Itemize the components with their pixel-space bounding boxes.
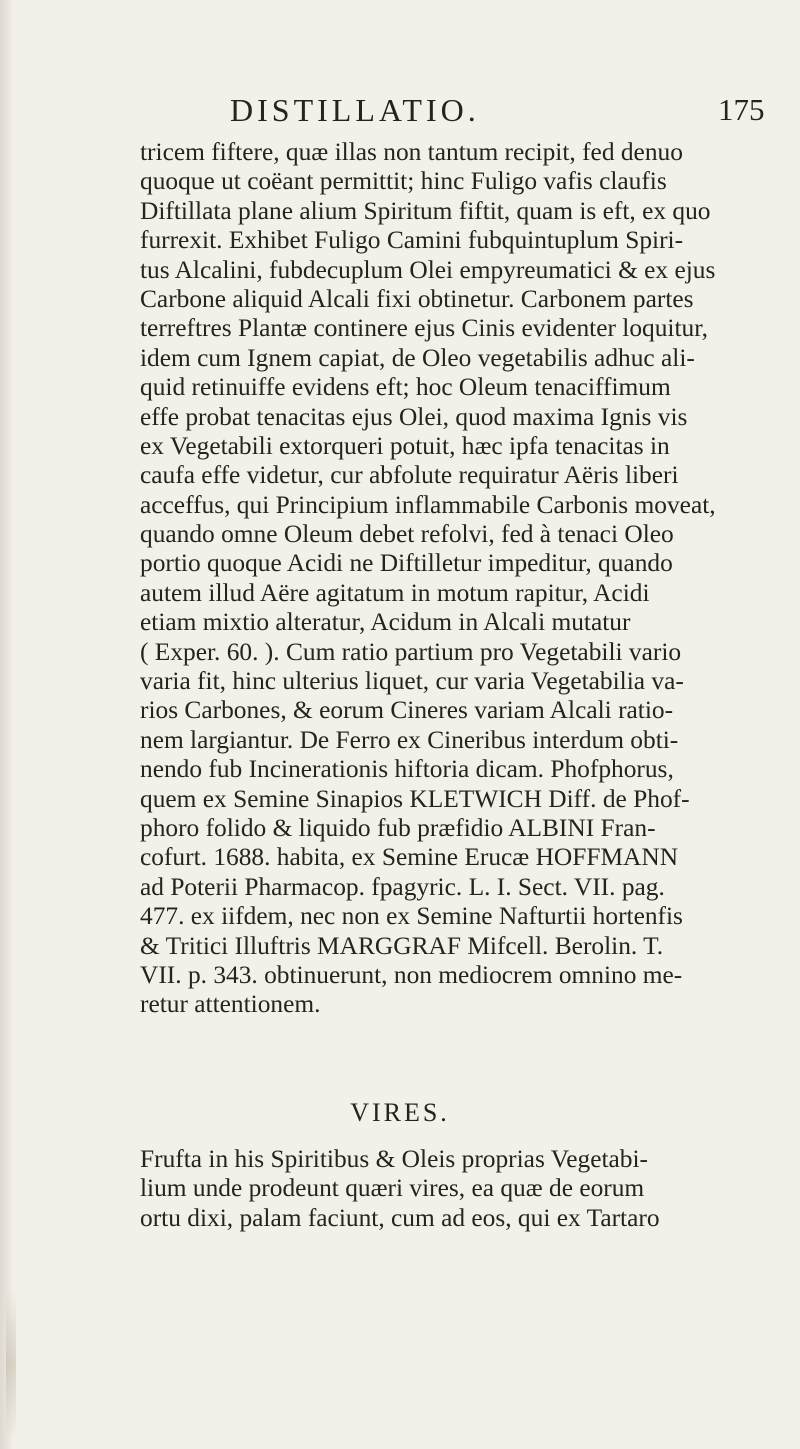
text-line: lium unde prodeunt quæri vires, ea quæ de eorum [140, 1174, 645, 1203]
text-line: ad Poterii Pharmacop. fpagyric. L. I. Sect. VII. pag. [140, 872, 665, 901]
text-line: effe probat tenacitas ejus Olei, quod maxima Ignis vis [140, 402, 688, 431]
text-line: VII. p. 343. obtinuerunt, non mediocrem omnino me- [140, 960, 683, 989]
text-line: Carbone aliquid Alcali fixi obtinetur. Carbonem partes [140, 284, 694, 313]
running-title: DISTILLATIO. [230, 92, 480, 128]
text-line: tus Alcalini, fubdecuplum Olei empyreumatici & ex ejus [140, 255, 716, 284]
text-line: ex Vegetabili extorqueri potuit, hæc ipfa tenacitas in [140, 431, 670, 460]
text-line: caufa effe videtur, cur abfolute requiratur Aëris liberi [140, 461, 679, 490]
section-paragraph [140, 1145, 780, 1233]
text-line: cofurt. 1688. habita, ex Semine Erucæ HOFFMANN [140, 843, 679, 872]
section-heading: VIRES. [350, 1098, 450, 1127]
text-line: nem largiantur. De Ferro ex Cineribus interdum obti- [140, 725, 679, 754]
page-edge-shadow [0, 0, 14, 1449]
text-line: nendo fub Incinerationis hiftoria dicam. Phofphorus, [140, 755, 674, 784]
text-line: Frufta in his Spiritibus & Oleis proprias Vegetabi- [140, 1145, 648, 1173]
text-line: quid retinuiffe evidens eft; hoc Oleum tenaciffimum [140, 373, 671, 402]
text-line: & Tritici Illuftris MARGGRAF Mifcell. Berolin. T. [140, 931, 664, 960]
text-line: terreftres Plantæ continere ejus Cinis evidenter loquitur, [140, 314, 709, 343]
page-number: 175 [718, 92, 765, 127]
text-line: phoro folido & liquido fub præfidio ALBINI Fran- [140, 813, 656, 842]
main-paragraph [140, 138, 780, 1020]
paper-stain [6, 1290, 16, 1440]
text-line: etiam mixtio alteratur, Acidum in Alcali mutatur [140, 608, 631, 637]
text-line: 477. ex iifdem, nec non ex Semine Nafturtii hortenfis [140, 902, 683, 931]
text-line: furrexit. Exhibet Fuligo Camini fubquintuplum Spiri- [140, 226, 684, 255]
text-line: tricem fiftere, quæ illas non tantum recipit, fed denuo [140, 138, 683, 166]
text-line: portio quoque Acidi ne Diftilletur impeditur, quando [140, 549, 673, 578]
text-line: quando omne Oleum debet refolvi, fed à tenaci Oleo [140, 520, 674, 549]
text-line: Diftillata plane alium Spiritum fiftit, quam is eft, ex quo [140, 196, 711, 225]
text-line: retur attentionem. [140, 990, 321, 1019]
text-line: rios Carbones, & eorum Cineres variam Alcali ratio- [140, 696, 674, 725]
text-line: acceffus, qui Principium inflammabile Carbonis moveat, [140, 490, 716, 519]
page-header [0, 92, 800, 132]
text-line: ( Exper. 60. ). Cum ratio partium pro Vegetabili vario [140, 637, 682, 666]
text-line: autem illud Aëre agitatum in motum rapitur, Acidi [140, 578, 650, 607]
text-line: ortu dixi, palam faciunt, cum ad eos, qui ex Tartaro [140, 1203, 660, 1232]
text-line: idem cum Ignem capiat, de Oleo vegetabilis adhuc ali- [140, 343, 695, 372]
text-line: quoque ut coëant permittit; hinc Fuligo vafis claufis [140, 167, 667, 196]
text-line: varia fit, hinc ulterius liquet, cur varia Vegetabilia va- [140, 667, 684, 696]
text-line: quem ex Semine Sinapios KLETWICH Diff. de Phof- [140, 784, 690, 813]
